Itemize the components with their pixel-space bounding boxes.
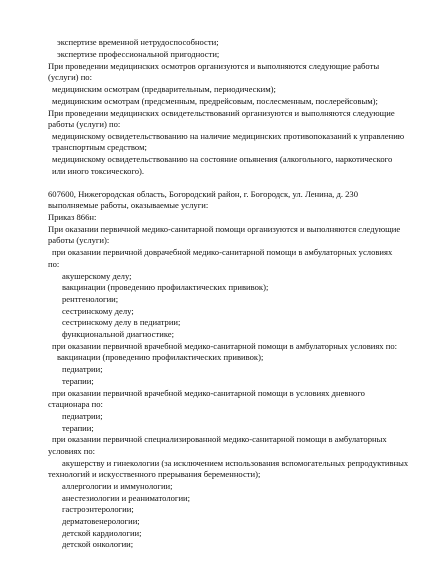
text-line: при оказании первичной доврачебной медико-санитарной помощи в амбулаторных условиях <box>52 247 393 257</box>
list-item: акушерскому делу; <box>62 271 132 281</box>
text-line: медицинскому освидетельствованию на состояние опьянения (алкогольного, наркотического <box>52 154 393 164</box>
text-line: технологий и искусственного прерывания беременности); <box>48 469 261 479</box>
text-line: (услуги) по: <box>48 72 92 82</box>
address-line: 607600, Нижегородская область, Богородский район, г. Богородск, ул. Ленина, д. 230 <box>48 189 359 199</box>
list-item: рентгенологии; <box>62 294 119 304</box>
text-line: выполняемые работы, оказываемые услуги: <box>48 200 209 210</box>
list-item: педиатрии; <box>62 411 103 421</box>
list-item: вакцинации (проведению профилактических прививок); <box>62 282 269 292</box>
text-line: работы (услуги): <box>48 235 110 245</box>
list-item: педиатрии; <box>62 364 103 374</box>
text-line: медицинским осмотрам (предварительным, периодическим); <box>52 84 276 94</box>
list-item: сестринскому делу; <box>62 306 134 316</box>
text-line: При проведении медицинских освидетельствований организуются и выполняются следующие <box>48 108 395 118</box>
list-item: сестринскому делу в педиатрии; <box>62 317 181 327</box>
list-item: терапии; <box>62 423 94 433</box>
list-item: функциональной диагностике; <box>62 329 175 339</box>
text-line: При оказании первичной медико-санитарной помощи организуются и выполняются следующие <box>48 224 401 234</box>
list-item: анестезиологии и реаниматологии; <box>62 493 191 503</box>
text-line: или иного токсического). <box>52 166 145 176</box>
text-line: экспертизе профессиональной пригодности; <box>57 49 220 59</box>
list-item: акушерству и гинекологии (за исключением использования вспомогательных репродуктивных <box>62 458 409 468</box>
text-line: условиях по: <box>48 446 96 456</box>
text-line: стационара по: <box>48 399 103 409</box>
order-reference: Приказ 866н: <box>48 212 97 222</box>
text-line: медицинским осмотрам (предсменным, предрейсовым, послесменным, послерейсовым); <box>52 96 378 106</box>
text-line: при оказании первичной врачебной медико-санитарной помощи в условиях дневного <box>52 388 365 398</box>
list-item: детской онкологии; <box>62 539 134 549</box>
list-item: детской кардиологии; <box>62 528 142 538</box>
text-line: медицинскому освидетельствованию на наличие медицинских противопоказаний к управлению <box>52 131 405 141</box>
text-line: при оказании первичной специализированной медико-санитарной помощи в амбулаторных <box>52 434 387 444</box>
list-item: аллергологии и иммунологии; <box>62 481 173 491</box>
list-item: терапии; <box>62 376 94 386</box>
text-line: при оказании первичной врачебной медико-санитарной помощи в амбулаторных условиях по: <box>52 341 398 351</box>
text-line: по: <box>48 259 60 269</box>
list-item: дерматовенерологии; <box>62 516 140 526</box>
list-item: гастроэнтерологии; <box>62 504 134 514</box>
text-line: транспортным средством; <box>52 142 147 152</box>
text-line: При проведении медицинских осмотров организуются и выполняются следующие работы <box>48 61 380 71</box>
text-line: экспертизе временной нетрудоспособности; <box>57 37 219 47</box>
list-item: вакцинации (проведению профилактических прививок); <box>57 352 264 362</box>
text-line: работы (услуги) по: <box>48 119 121 129</box>
